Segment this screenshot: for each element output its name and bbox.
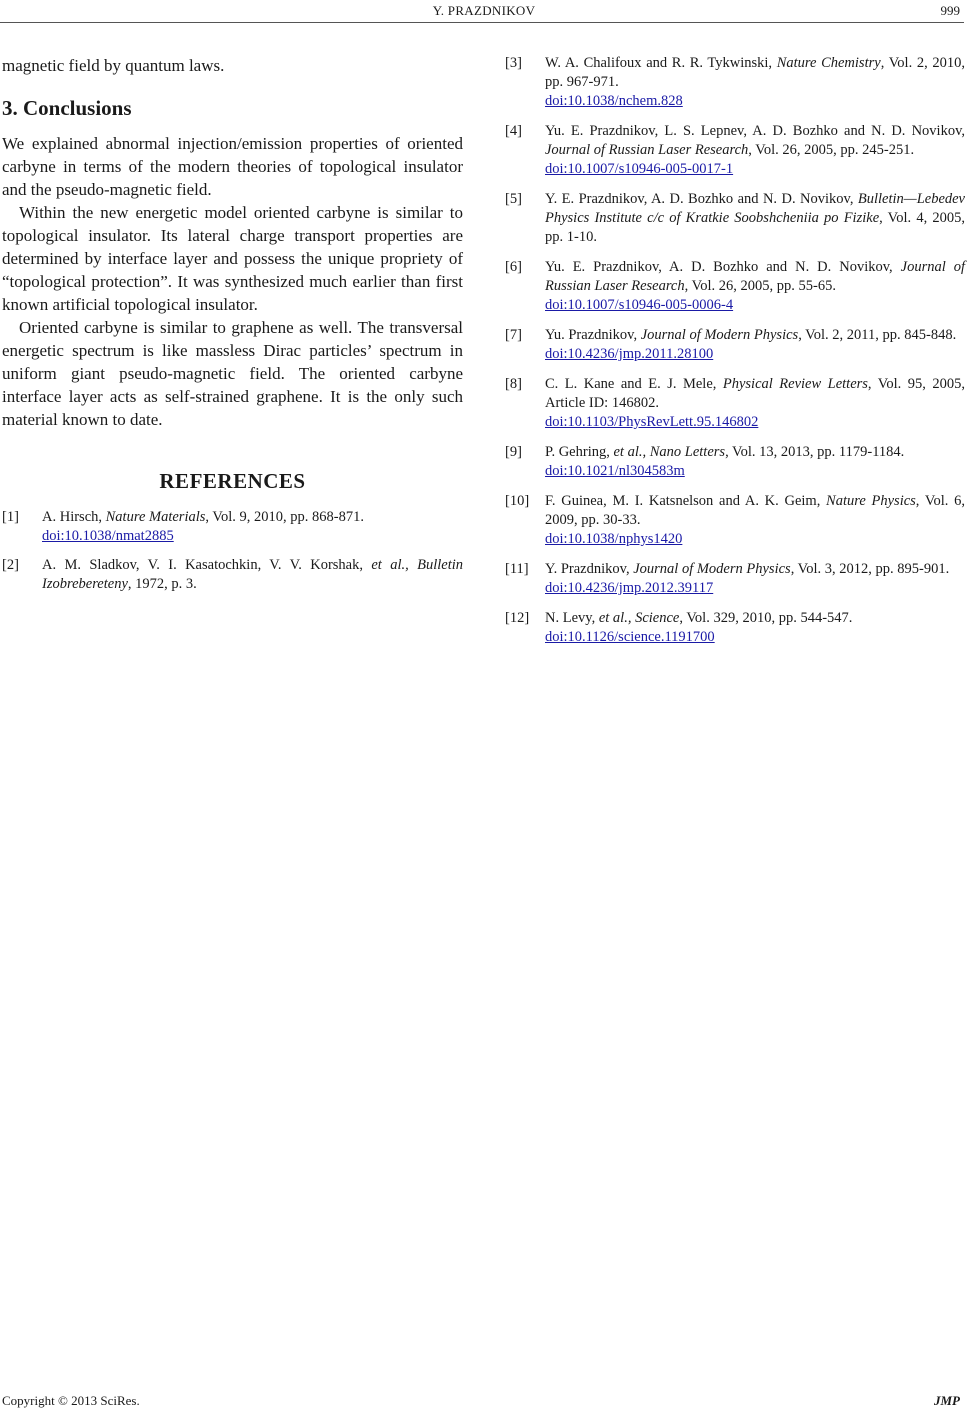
reference-number: [1] (2, 509, 19, 525)
reference-authors: P. Gehring, (545, 444, 614, 460)
reference-number: [4] (505, 123, 522, 139)
reference-journal: Physical Review Letters (722, 376, 868, 392)
reference-entry (505, 190, 965, 247)
reference-entry (505, 375, 965, 432)
reference-entry (505, 258, 965, 315)
reference-details: , Vol. 3, 2012, pp. 895-901. (790, 561, 950, 577)
reference-details: , 1972, p. 3. (127, 576, 197, 592)
section-title-conclusions: 3. Conclusions (2, 96, 132, 120)
reference-authors: W. A. Chalifoux and R. R. Tykwinski, (545, 55, 777, 71)
reference-entry (2, 556, 463, 594)
reference-number: [12] (505, 610, 530, 626)
reference-authors: Y. Prazdnikov, (545, 561, 634, 577)
reference-journal: Bulletin—Lebedev Physics Institute c/c of Kratkie Soobshcheniia po Fizike (545, 191, 965, 226)
reference-authors: Yu. E. Prazdnikov, A. D. Bozhko and N. D. Novikov, (545, 259, 901, 275)
reference-doi-link[interactable]: doi:10.1126/science.1191700 (545, 629, 715, 645)
reference-entry (505, 54, 965, 111)
left-column (2, 54, 463, 604)
reference-doi-link[interactable]: doi:10.4236/jmp.2012.39117 (545, 580, 714, 596)
reference-journal: Nature Chemistry (776, 55, 881, 71)
reference-authors: Y. E. Prazdnikov, A. D. Bozhko and N. D. Novikov, (545, 191, 858, 207)
reference-journal: Journal of Modern Physics (640, 327, 799, 343)
reference-details: , Vol. 13, 2013, pp. 1179-1184. (725, 444, 905, 460)
reference-number: [3] (505, 55, 522, 71)
reference-entry (505, 492, 965, 549)
reference-entry (2, 508, 463, 546)
reference-authors: A. M. Sladkov, V. I. Kasatochkin, V. V. Korshak, (42, 557, 372, 573)
reference-details: , Vol. 95, 2005, Article ID: 146802. (545, 376, 965, 411)
reference-entry (505, 609, 965, 647)
reference-authors: F. Guinea, M. I. Katsnelson and A. K. Geim, (545, 493, 827, 509)
reference-doi-link[interactable]: doi:10.1038/nmat2885 (42, 528, 174, 544)
reference-doi-link[interactable]: doi:10.1038/nphys1420 (545, 531, 683, 547)
reference-details: , Vol. 26, 2005, pp. 245-251. (748, 142, 915, 158)
reference-journal: Journal of Russian Laser Research (545, 142, 749, 158)
reference-authors: Yu. E. Prazdnikov, L. S. Lepnev, A. D. Bozhko and N. D. Novikov, (545, 123, 965, 139)
reference-entry (505, 443, 965, 481)
reference-entry (505, 326, 965, 364)
reference-journal: Journal of Russian Laser Research (545, 259, 965, 294)
reference-entry (505, 122, 965, 179)
reference-number: [7] (505, 327, 522, 343)
reference-details: , Vol. 6, 2009, pp. 30-33. (545, 493, 965, 528)
reference-journal: Nature Materials (105, 509, 206, 525)
reference-number: [2] (2, 557, 19, 573)
footer-journal: JMP (934, 1393, 960, 1408)
reference-number: [5] (505, 191, 522, 207)
reference-journal: Nature Physics (826, 493, 916, 509)
reference-details: , Vol. 2, 2011, pp. 845-848. (798, 327, 957, 343)
conclusion-paragraph-3: Oriented carbyne is similar to graphene as well. The transversal energetic spectrum is like massless Dirac particles’ spectrum in uniform giant pseudo-magnetic field. The oriented carbyne interface layer acts as self-strained graphene. It is the only such material known to date. (2, 318, 463, 429)
reference-number: [11] (505, 561, 529, 577)
reference-details: , Vol. 26, 2005, pp. 55-65. (684, 278, 836, 294)
reference-journal: et al., Nano Letters (613, 444, 726, 460)
reference-doi-link[interactable]: doi:10.1007/s10946-005-0017-1 (545, 161, 734, 177)
intro-line: magnetic field by quantum laws. (2, 56, 225, 75)
page-number: 999 (940, 3, 960, 18)
conclusion-paragraph-1: We explained abnormal injection/emission properties of oriented carbyne in terms of the modern theories of topological insulator and the pseudo-magnetic field. (2, 134, 463, 199)
reference-journal: et al., Bulletin Izobrebereteny (42, 557, 463, 592)
reference-journal: Journal of Modern Physics (633, 561, 791, 577)
reference-authors: N. Levy, (545, 610, 599, 626)
reference-authors: A. Hirsch, (42, 509, 106, 525)
references-list-left (2, 508, 463, 594)
references-list-right (505, 54, 965, 647)
reference-doi-link[interactable]: doi:10.1038/nchem.828 (545, 93, 683, 109)
reference-number: [6] (505, 259, 522, 275)
reference-entry (505, 560, 965, 598)
conclusion-paragraph-2: Within the new energetic model oriented carbyne is similar to topological insulator. Its lateral charge transport properties are determined by interface layer and possess the unique propriety of “topological protection”. It was synthesized much earlier than first known artificial topological insulator. (2, 203, 463, 314)
right-column (505, 54, 965, 658)
reference-doi-link[interactable]: doi:10.1021/nl304583m (545, 463, 685, 479)
reference-details: , Vol. 2, 2010, pp. 967-971. (545, 55, 965, 90)
reference-details: , Vol. 329, 2010, pp. 544-547. (679, 610, 853, 626)
reference-details: , Vol. 9, 2010, pp. 868-871. (205, 509, 364, 525)
reference-authors: Yu. Prazdnikov, (545, 327, 641, 343)
references-title: REFERENCES (159, 469, 306, 493)
reference-number: [8] (505, 376, 522, 392)
reference-number: [9] (505, 444, 522, 460)
reference-authors: C. L. Kane and E. J. Mele, (545, 376, 723, 392)
reference-doi-link[interactable]: doi:10.1007/s10946-005-0006-4 (545, 297, 734, 313)
reference-number: [10] (505, 493, 530, 509)
running-header-author: Y. PRAZDNIKOV (432, 3, 536, 18)
reference-details: , Vol. 4, 2005, pp. 1-10. (545, 210, 965, 245)
reference-doi-link[interactable]: doi:10.4236/jmp.2011.28100 (545, 346, 714, 362)
reference-doi-link[interactable]: doi:10.1103/PhysRevLett.95.146802 (545, 414, 759, 430)
footer-copyright: Copyright © 2013 SciRes. (2, 1393, 140, 1408)
header-divider (0, 22, 964, 23)
reference-journal: et al., Science (598, 610, 680, 626)
